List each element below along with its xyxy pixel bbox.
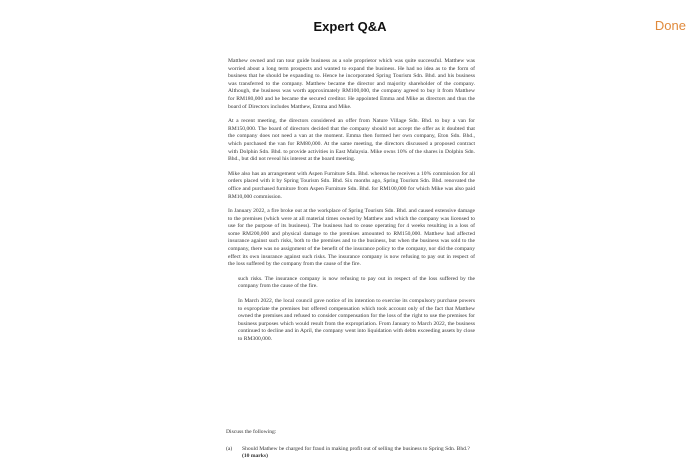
document-inset-paragraph: such risks. The insurance company is now refusing to pay out in respect of the loss suffered by the company from the cause of the fire.	[238, 275, 475, 290]
question-document	[228, 58, 475, 351]
question-text-wrap	[242, 446, 478, 461]
document-paragraph: At a recent meeting, the directors considered an offer from Nature Village Sdn. Bhd. to buy a van for RM150,000. The board of directors decided that the company should not accept the offer as it doubted that the company does not need a van at the moment. Emma then formed her own company, Eton Sdn. Bhd., which purchased the van for RM80,000. At the same meeting, the directors discussed a proposed contract with Dolphin Sdn. Bhd. to provide activities in East Malaysia. Mike owns 10% of the shares in Dolphin Sdn. Bhd., but did not reveal his interest at the board meeting.	[228, 118, 475, 163]
document-paragraph: Mike also has an arrangement with Aspen Furniture Sdn. Bhd. whereas he receives a 10% commission for all orders placed with it by Spring Tourism Sdn. Bhd. Six months ago, Spring Tourism Sdn. Bhd. renovated the office and purchased furniture from Aspen Furniture Sdn. Bhd. for RM100,000 for which Mike was also paid RM10,000 commission.	[228, 170, 475, 200]
question-text: Should Mathew be charged for fraud in making profit out of selling the business to Spring Sdn. Bhd.?	[242, 445, 470, 452]
document-paragraph: In January 2022, a fire broke out at the workplace of Spring Tourism Sdn. Bhd. and caused extensive damage to the premises (which were at all material times owned by Matthew and which the company was licensed to use for the purpose of its business). The business had to cease operating for 4 weeks resulting in a loss of some RM200,000 and physical damage to the premises amounted to RM150,000. Matthew had affected insurance against such risks, both to the premises and to the business, but when the business was sold to the company, there was no assignment of the benefit of the insurance policy to the company, nor did the company effect its own insurance against such risks. The insurance company is now refusing to pay out in respect of the loss suffered by the company from the cause of the fire.	[228, 208, 475, 268]
page-title: Expert Q&A	[313, 19, 387, 34]
question-label: (a)	[226, 445, 233, 452]
top-bar	[0, 0, 700, 44]
question-section	[226, 429, 486, 461]
question-intro: Discuss the following:	[226, 429, 277, 435]
document-paragraph: Matthew owned and ran tour guide business as a sole proprietor which was quite successful. Matthew was worried about a long term prospects and wanted to expand the business. He had no idea as to the form of business that he should be expanding to. Hence he incorporated Spring Tourism Sdn. Bhd. and his business was transferred to the company. Matthew became the director and majority shareholder of the company. Although, the business was worth approximately RM100,000, the company agreed to buy it from Matthew for RM180,000 and he became the secured creditor. He appointed Emma and Mike as directors and thus the board of Directors includes Matthew, Emma and Mike.	[228, 58, 475, 110]
question-marks: (10 marks)	[242, 453, 268, 460]
document-inset-paragraph: In March 2022, the local council gave notice of its intention to exercise its compulsory purchase powers to expropriate the premises but offered compensation which took account only of the fact that Matthew owned the premises and refused to consider compensation for the loss of the right to use the premises for business purposes which would result from the expropriation. From January to March 2022, the business continued to decline and in April, the company went into liquidation with debts exceeding assets by close to RM300,000.	[238, 298, 475, 342]
done-button[interactable]: Done	[654, 18, 686, 33]
question-item	[226, 446, 486, 461]
